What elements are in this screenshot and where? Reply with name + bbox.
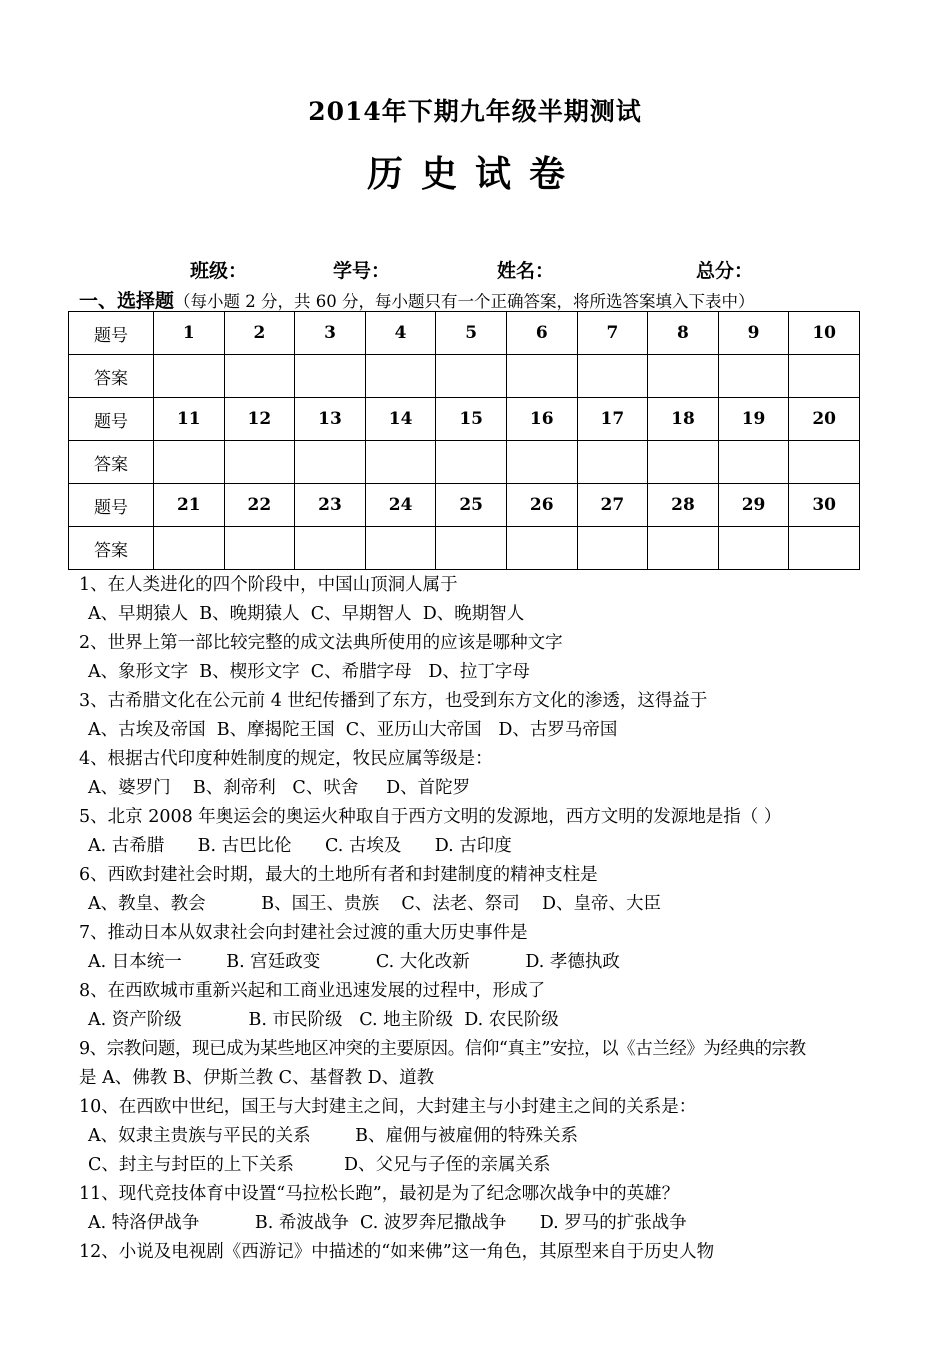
answer-cell[interactable]: [224, 355, 295, 398]
answer-cell[interactable]: [648, 355, 719, 398]
class-label: 班级：: [190, 260, 248, 282]
question-number-cell: 15: [436, 398, 507, 441]
question-text: 1、在人类进化的四个阶段中，中国山顶洞人属于: [79, 575, 458, 595]
question-number-cell: 12: [224, 398, 295, 441]
question-text: 4、根据古代印度种姓制度的规定，牧民应属等级是：: [79, 749, 493, 769]
section-note: （每小题 2 分，共 60 分，每小题只有一个正确答案，将所选答案填入下表中）: [174, 292, 755, 311]
answer-cell[interactable]: [506, 527, 577, 570]
answer-cell[interactable]: [506, 441, 577, 484]
question-number-cell: 4: [365, 312, 436, 355]
answer-cell[interactable]: [577, 355, 648, 398]
question-text: 12、小说及电视剧《西游记》中描述的“如来佛”这一角色，其原型来自于历史人物: [79, 1242, 715, 1262]
question-text: 6、西欧封建社会时期，最大的土地所有者和封建制度的精神支柱是: [79, 865, 598, 885]
question-text: 10、在西欧中世纪，国王与大封建主之间，大封建主与小封建主之间的关系是：: [79, 1097, 697, 1117]
question-number-cell: 6: [506, 312, 577, 355]
question-number-cell: 11: [154, 398, 225, 441]
question-number-cell: 5: [436, 312, 507, 355]
row-label-answer: 答案: [69, 441, 154, 484]
answer-cell[interactable]: [789, 355, 860, 398]
row-label-answer: 答案: [69, 355, 154, 398]
question-number-cell: 2: [224, 312, 295, 355]
row-label-number: 题号: [69, 484, 154, 527]
question-number-cell: 9: [718, 312, 789, 355]
answer-cell[interactable]: [154, 527, 225, 570]
answer-cell[interactable]: [577, 527, 648, 570]
answer-cell[interactable]: [718, 441, 789, 484]
question-number-cell: 16: [506, 398, 577, 441]
question-number-cell: 24: [365, 484, 436, 527]
question-options: A. 日本统一 B. 宫廷政变 C. 大化改新 D. 孝德执政: [88, 952, 620, 972]
answer-cell[interactable]: [718, 527, 789, 570]
question-options: C、封主与封臣的上下关系 D、父兄与子侄的亲属关系: [88, 1155, 551, 1175]
question-number-cell: 26: [506, 484, 577, 527]
question-number-cell: 3: [295, 312, 366, 355]
answer-table: [68, 311, 860, 570]
answer-cell[interactable]: [365, 355, 436, 398]
answer-cell[interactable]: [789, 441, 860, 484]
question-options: A. 古希腊 B. 古巴比伦 C. 古埃及 D. 古印度: [88, 836, 512, 856]
row-label-answer: 答案: [69, 527, 154, 570]
question-number-cell: 28: [648, 484, 719, 527]
exam-subtitle: 2014年下期九年级半期测试: [308, 97, 642, 126]
answer-cell[interactable]: [295, 441, 366, 484]
exam-title: 历史试卷: [366, 153, 583, 195]
answer-cell[interactable]: [436, 355, 507, 398]
question-number-cell: 8: [648, 312, 719, 355]
question-number-cell: 18: [648, 398, 719, 441]
question-number-row: [69, 484, 860, 527]
name-label: 姓名：: [497, 260, 555, 282]
question-number-cell: 14: [365, 398, 436, 441]
question-number-cell: 22: [224, 484, 295, 527]
answer-cell[interactable]: [648, 527, 719, 570]
question-options: A. 特洛伊战争 B. 希波战争 C. 波罗奔尼撒战争 D. 罗马的扩张战争: [88, 1213, 687, 1233]
answer-row: [69, 441, 860, 484]
question-text: 11、现代竞技体育中设置“马拉松长跑”，最初是为了纪念哪次战争中的英雄？: [79, 1184, 680, 1204]
question-options: A、古埃及帝国 B、摩揭陀王国 C、亚历山大帝国 D、古罗马帝国: [88, 720, 618, 740]
row-label-number: 题号: [69, 312, 154, 355]
answer-cell[interactable]: [789, 527, 860, 570]
answer-cell[interactable]: [718, 355, 789, 398]
total-score-label: 总分：: [696, 260, 754, 282]
question-text: 5、北京 2008 年奥运会的奥运火种取自于西方文明的发源地，西方文明的发源地是指（ ）: [79, 807, 782, 827]
question-number-cell: 29: [718, 484, 789, 527]
question-options: A、象形文字 B、楔形文字 C、希腊字母 D、拉丁字母: [88, 662, 530, 682]
row-label-number: 题号: [69, 398, 154, 441]
answer-row: [69, 527, 860, 570]
answer-cell[interactable]: [295, 355, 366, 398]
question-options: A、早期猿人 B、晚期猿人 C、早期智人 D、晚期智人: [88, 604, 525, 624]
question-number-row: [69, 398, 860, 441]
answer-cell[interactable]: [436, 441, 507, 484]
answer-cell[interactable]: [365, 441, 436, 484]
question-text: 9、宗教问题，现已成为某些地区冲突的主要原因。信仰“真主”安拉，以《古兰经》为经典的宗教: [79, 1039, 806, 1059]
question-text: 8、在西欧城市重新兴起和工商业迅速发展的过程中，形成了: [79, 981, 546, 1001]
question-number-cell: 20: [789, 398, 860, 441]
section-heading: [79, 286, 755, 313]
question-number-row: [69, 312, 860, 355]
question-text: 3、古希腊文化在公元前 4 世纪传播到了东方，也受到东方文化的渗透，这得益于: [79, 691, 708, 711]
answer-cell[interactable]: [577, 441, 648, 484]
question-number-cell: 7: [577, 312, 648, 355]
question-options: A、婆罗门 B、刹帝利 C、吠舍 D、首陀罗: [88, 778, 471, 798]
question-options: A、教皇、教会 B、国王、贵族 C、法老、祭司 D、皇帝、大臣: [88, 894, 662, 914]
question-number-cell: 23: [295, 484, 366, 527]
question-text: 2、世界上第一部比较完整的成文法典所使用的应该是哪种文字: [79, 633, 563, 653]
answer-cell[interactable]: [154, 441, 225, 484]
question-number-cell: 1: [154, 312, 225, 355]
answer-cell[interactable]: [648, 441, 719, 484]
answer-cell[interactable]: [295, 527, 366, 570]
answer-cell[interactable]: [224, 527, 295, 570]
question-options: A、奴隶主贵族与平民的关系 B、雇佣与被雇佣的特殊关系: [88, 1126, 578, 1146]
question-number-cell: 30: [789, 484, 860, 527]
answer-row: [69, 355, 860, 398]
question-number-cell: 13: [295, 398, 366, 441]
student-id-label: 学号：: [333, 260, 391, 282]
question-number-cell: 25: [436, 484, 507, 527]
question-text: 是 A、佛教 B、伊斯兰教 C、基督教 D、道教: [79, 1068, 435, 1088]
question-number-cell: 17: [577, 398, 648, 441]
question-text: 7、推动日本从奴隶社会向封建社会过渡的重大历史事件是: [79, 923, 528, 943]
question-number-cell: 27: [577, 484, 648, 527]
answer-cell[interactable]: [224, 441, 295, 484]
question-number-cell: 21: [154, 484, 225, 527]
section-title: 一、选择题: [79, 290, 175, 312]
answer-cell[interactable]: [154, 355, 225, 398]
question-number-cell: 10: [789, 312, 860, 355]
answer-cell[interactable]: [506, 355, 577, 398]
answer-cell[interactable]: [365, 527, 436, 570]
answer-cell[interactable]: [436, 527, 507, 570]
question-options: A. 资产阶级 B. 市民阶级 C. 地主阶级 D. 农民阶级: [88, 1010, 559, 1030]
question-number-cell: 19: [718, 398, 789, 441]
